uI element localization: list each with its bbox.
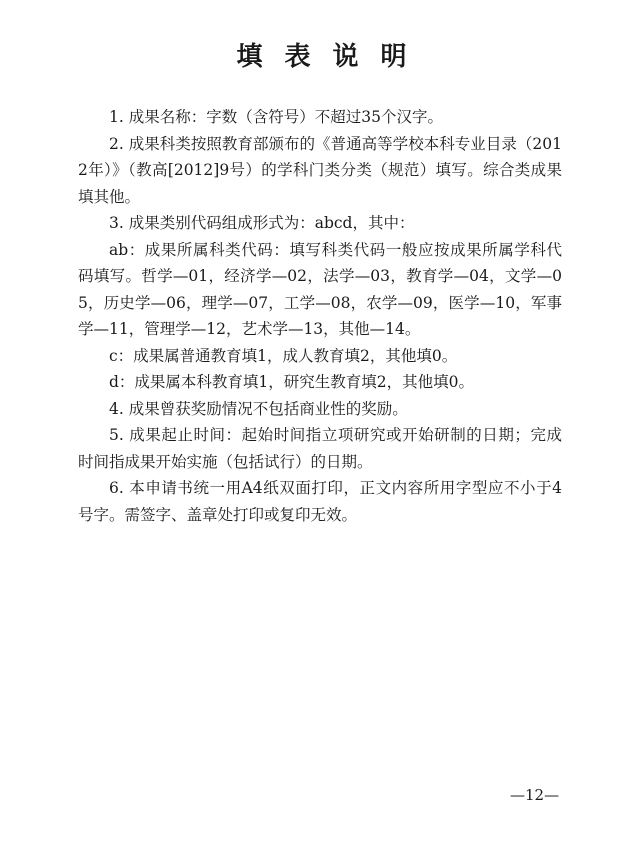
paragraph-5: 5. 成果起止时间：起始时间指立项研究或开始研制的日期；完成时间指成果开始实施（包括试行）的日期。 — [78, 426, 562, 471]
paragraph-3: 3. 成果类别代码组成形式为：abcd，其中： — [109, 214, 415, 232]
paragraph-d: d：成果属本科教育填1，研究生教育填2，其他填0。 — [109, 373, 475, 391]
paragraph-2: 2. 成果科类按照教育部颁布的《普通高等学校本科专业目录（2012年）》（教高[2012]9号）的学科门类分类（规范）填写。综合类成果填其他。 — [78, 134, 562, 206]
paragraph-c: c：成果属普通教育填1，成人教育填2，其他填0。 — [109, 346, 458, 365]
page-number: —12— — [510, 786, 560, 804]
paragraph-4: 4. 成果曾获奖励情况不包括商业性的奖励。 — [109, 399, 408, 418]
paragraph-ab: ab：成果所属科类代码：填写科类代码一般应按成果所属学科代码填写。哲学—01，经济学—02，法学—03，教育学—04，文学—05，历史学—06，理学—07，工学—08，农学—09，医学—10，军事学—11，管理学—12，艺术学—13，其他—14。 — [78, 240, 562, 338]
document-body — [78, 104, 562, 528]
document-title: 填表说明 — [236, 42, 429, 72]
paragraph-1: 1. 成果名称：字数（含符号）不超过35个汉字。 — [109, 108, 443, 126]
paragraph-6: 6. 本申请书统一用A4纸双面打印，正文内容所用字型应不小于4号字。需签字、盖章处打印或复印无效。 — [78, 479, 562, 524]
